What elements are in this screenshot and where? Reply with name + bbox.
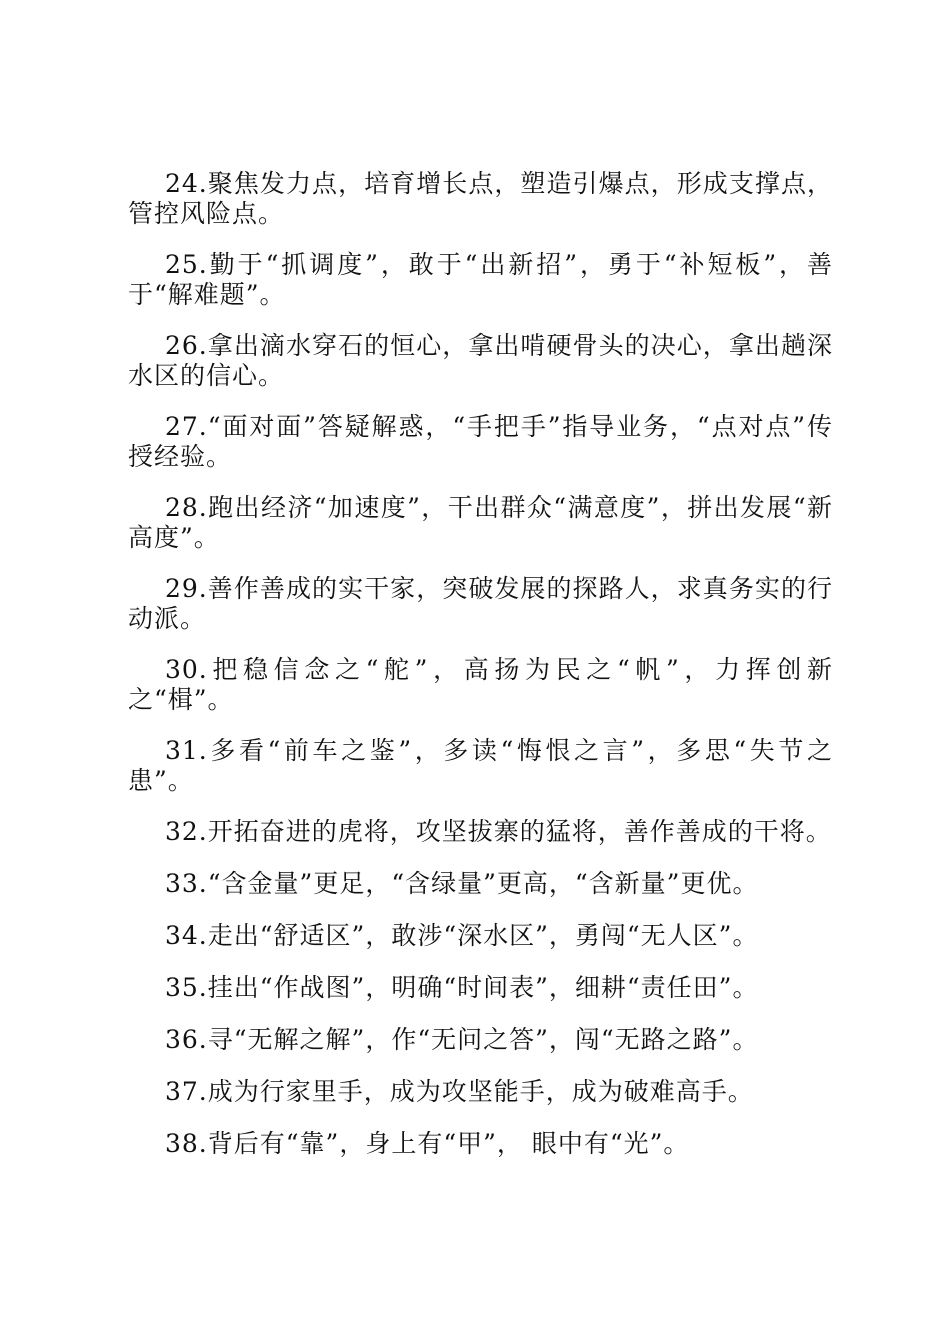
list-item: 31.多看“前车之鉴”，多读“悔恨之言”，多思“失节之患”。 <box>128 736 833 795</box>
list-item: 34.走出“舒适区”，敢涉“深水区”，勇闯“无人区”。 <box>165 921 759 950</box>
list-item: 37.成为行家里手，成为攻坚能手，成为破难高手。 <box>165 1077 754 1106</box>
list-item: 38.背后有“靠”，身上有“甲”， 眼中有“光”。 <box>165 1129 690 1158</box>
list-item: 27.“面对面”答疑解惑，“手把手”指导业务，“点对点”传授经验。 <box>128 412 833 471</box>
list-item: 25.勤于“抓调度”，敢于“出新招”，勇于“补短板”，善于“解难题”。 <box>128 250 833 309</box>
list-item: 36.寻“无解之解”，作“无问之答”，闯“无路之路”。 <box>165 1025 759 1054</box>
document-body <box>128 169 833 1181</box>
list-item: 35.挂出“作战图”，明确“时间表”，细耕“责任田”。 <box>165 973 759 1002</box>
list-item: 30.把稳信念之“舵”，高扬为民之“帆”，力挥创新之“楫”。 <box>128 655 833 714</box>
list-item: 24.聚焦发力点，培育增长点，塑造引爆点，形成支撑点，管控风险点。 <box>128 169 833 228</box>
list-item: 26.拿出滴水穿石的恒心，拿出啃硬骨头的决心，拿出趟深水区的信心。 <box>128 331 833 390</box>
list-item: 32.开拓奋进的虎将，攻坚拔寨的猛将，善作善成的干将。 <box>165 817 832 846</box>
list-item: 28.跑出经济“加速度”，干出群众“满意度”，拼出发展“新高度”。 <box>128 493 833 552</box>
list-item: 29.善作善成的实干家，突破发展的探路人，求真务实的行动派。 <box>128 574 833 633</box>
list-item: 33.“含金量”更足，“含绿量”更高，“含新量”更优。 <box>165 869 759 898</box>
